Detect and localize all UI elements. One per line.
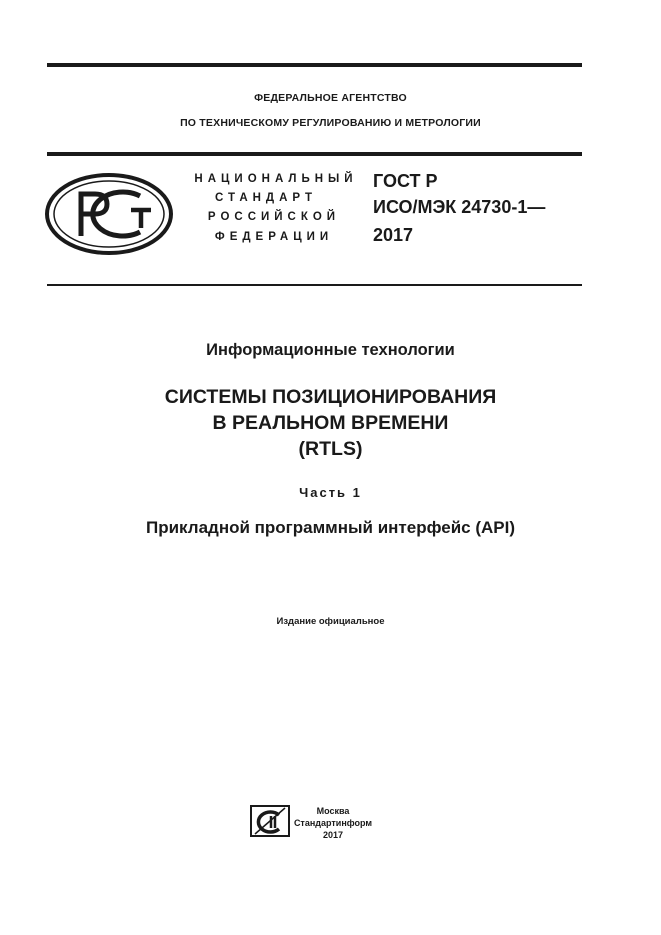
document-subtitle: Прикладной программный интерфейс (API) [146,518,515,537]
document-part: Часть 1 [299,485,362,500]
gost-line-3: 2017 [373,225,414,245]
document-title-line-3: (RTLS) [298,438,363,460]
edition-note: Издание официальное [276,616,385,627]
national-standard-line-3: РОССИЙСКОЙ [207,211,341,223]
standartinform-logo-icon [249,804,291,838]
publisher-name: Стандартинформ [293,818,373,828]
top-rule [47,63,582,67]
gost-line-2: ИСО/МЭК 24730-1— [373,197,546,217]
document-title-line-2: В РЕАЛЬНОМ ВРЕМЕНИ [212,412,449,434]
header-rule [47,152,582,156]
publisher-city: Москва [316,806,350,816]
national-standard-line-1: НАЦИОНАЛЬНЫЙ [194,173,358,185]
national-standard-line-4: ФЕДЕРАЦИИ [214,231,334,243]
agency-line-1: ФЕДЕРАЛЬНОЕ АГЕНТСТВО [254,92,407,104]
publisher-year: 2017 [322,830,344,840]
rst-certification-mark-icon [43,172,175,256]
document-title-line-1: СИСТЕМЫ ПОЗИЦИОНИРОВАНИЯ [164,386,497,408]
gost-line-1: ГОСТ Р [373,171,438,191]
agency-line-2: ПО ТЕХНИЧЕСКОМУ РЕГУЛИРОВАНИЮ И МЕТРОЛОГИИ [180,117,481,129]
document-topic: Информационные технологии [206,341,455,359]
standard-rule [47,284,582,286]
national-standard-line-2: СТАНДАРТ [215,192,317,204]
